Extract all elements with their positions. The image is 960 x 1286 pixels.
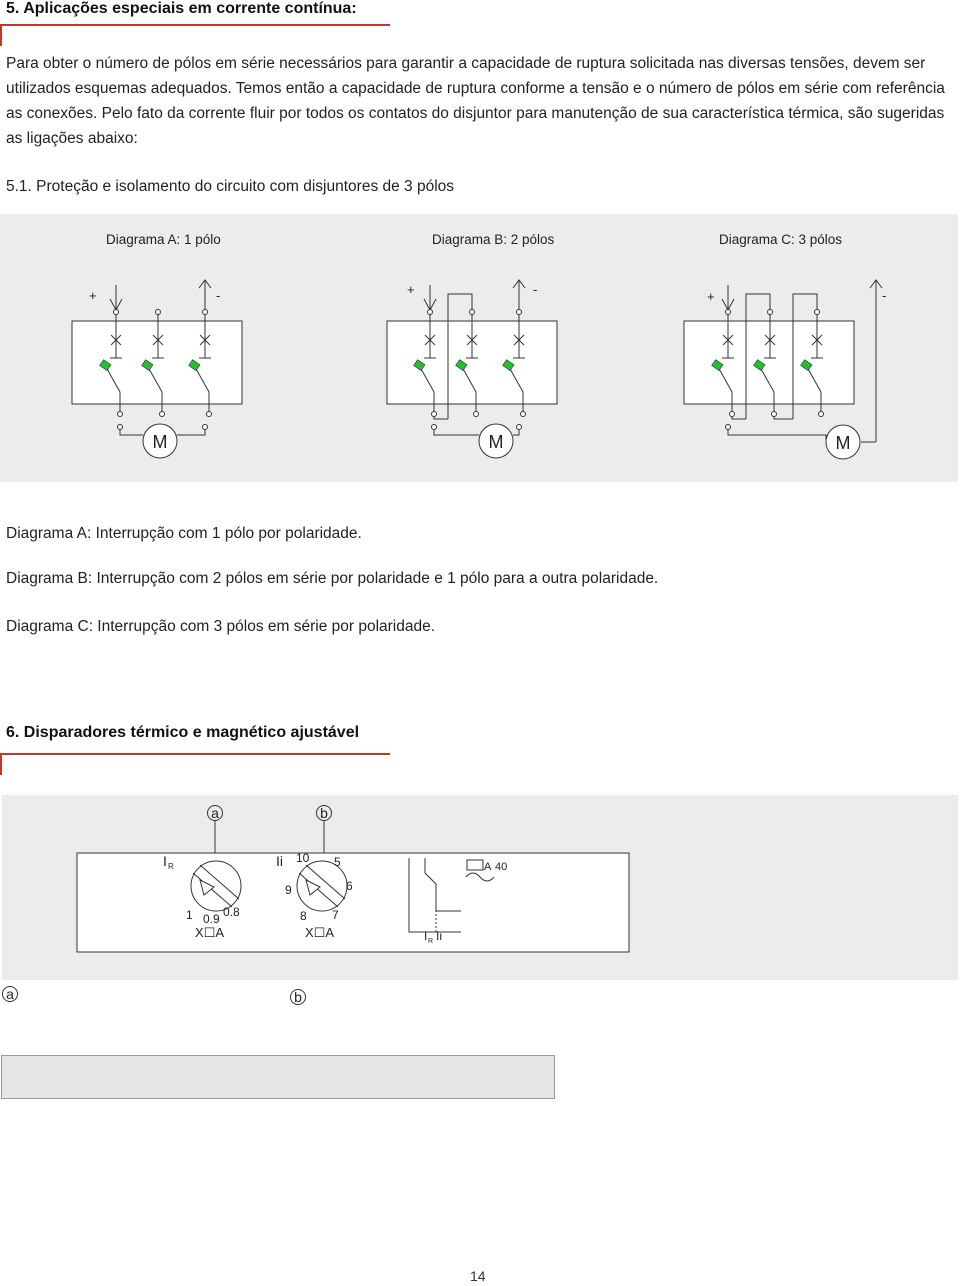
curve-ir-sub: R — [428, 938, 434, 945]
rating-amp: A — [484, 861, 492, 873]
dial-b-value-10: 10 — [296, 851, 310, 865]
trip-unit-drawing — [0, 795, 958, 985]
dial-b-unit: X☐A — [305, 925, 334, 940]
dial-b-value-6: 6 — [346, 879, 353, 893]
wiring-diagrams — [0, 214, 958, 482]
caption-diagram-c: Diagrama C: Interrupção com 3 pólos em série por polaridade. — [6, 618, 436, 635]
section-5-title: 5. Aplicações especiais em corrente contínua: — [6, 0, 357, 17]
section-rule-tick — [0, 753, 2, 775]
section-rule-tick — [0, 24, 2, 46]
diagram-c — [684, 280, 882, 459]
dial-b-value-7: 7 — [332, 908, 339, 922]
legend-marker-b: b — [294, 989, 302, 1005]
dial-b-label: Ii — [276, 853, 283, 869]
diagram-c-plus: + — [707, 289, 715, 304]
intro-paragraph: Para obter o número de pólos em série necessários para garantir a capacidade de ruptura solicitada nas diversas tensões, devem ser utilizados esquemas adequados. Temos então a capacidade de ruptura conforme a tensão e o número de pólos em série com referência as conexões. Pelo fato da corrente fluir por todos os contatos do disjuntor para manutenção de sua característica térmica, são sugeridas as ligações abaixo: — [6, 55, 945, 147]
dial-b-value-8: 8 — [300, 909, 307, 923]
curve-ii-label: Ii — [436, 929, 442, 943]
dial-a-value-1: 1 — [186, 908, 193, 922]
diagram-b-plus: + — [407, 282, 415, 297]
diagram-b-label: Diagrama B: 2 pólos — [432, 232, 555, 247]
curve-ir-label: I — [424, 929, 428, 943]
marker-b-label: b — [320, 805, 328, 821]
caption-diagram-a: Diagrama A: Interrupção com 1 pólo por polaridade. — [6, 525, 362, 542]
diagram-a-plus: + — [89, 288, 97, 303]
rating-value: 40 — [495, 861, 508, 873]
diagram-c-label: Diagrama C: 3 pólos — [719, 232, 843, 247]
diagram-a-label: Diagrama A: 1 pólo — [106, 232, 221, 247]
dial-a-value-0-8: 0.8 — [223, 905, 240, 919]
section-rule — [0, 24, 390, 26]
section-6-title: 6. Disparadores térmico e magnético ajustável — [6, 724, 360, 741]
diagram-b — [387, 280, 557, 458]
diagram-a-minus: - — [216, 288, 221, 303]
note-box — [1, 1055, 555, 1099]
diagram-c-motor: M — [835, 433, 851, 453]
dial-a-label-sub: R — [168, 862, 174, 871]
legend-marker-a: a — [6, 986, 14, 1002]
diagram-a-motor: M — [152, 432, 168, 452]
dial-a-label: I — [163, 853, 167, 869]
legend-markers — [0, 982, 320, 1012]
diagram-b-minus: - — [533, 282, 538, 297]
caption-diagram-b: Diagrama B: Interrupção com 2 pólos em série por polaridade e 1 pólo para a outra polaridade. — [6, 570, 659, 587]
dial-b-value-9: 9 — [285, 883, 292, 897]
dial-a-unit: X☐A — [195, 925, 224, 940]
page-number: 14 — [470, 1268, 486, 1284]
dial-a-value-0-9: 0.9 — [203, 912, 220, 926]
diagram-b-motor: M — [488, 432, 504, 452]
subsection-title: 5.1. Proteção e isolamento do circuito com disjuntores de 3 pólos — [6, 178, 455, 195]
dial-b-value-5: 5 — [334, 855, 341, 869]
marker-a-label: a — [211, 805, 219, 821]
section-rule — [0, 753, 390, 755]
diagram-c-minus: - — [882, 288, 887, 303]
